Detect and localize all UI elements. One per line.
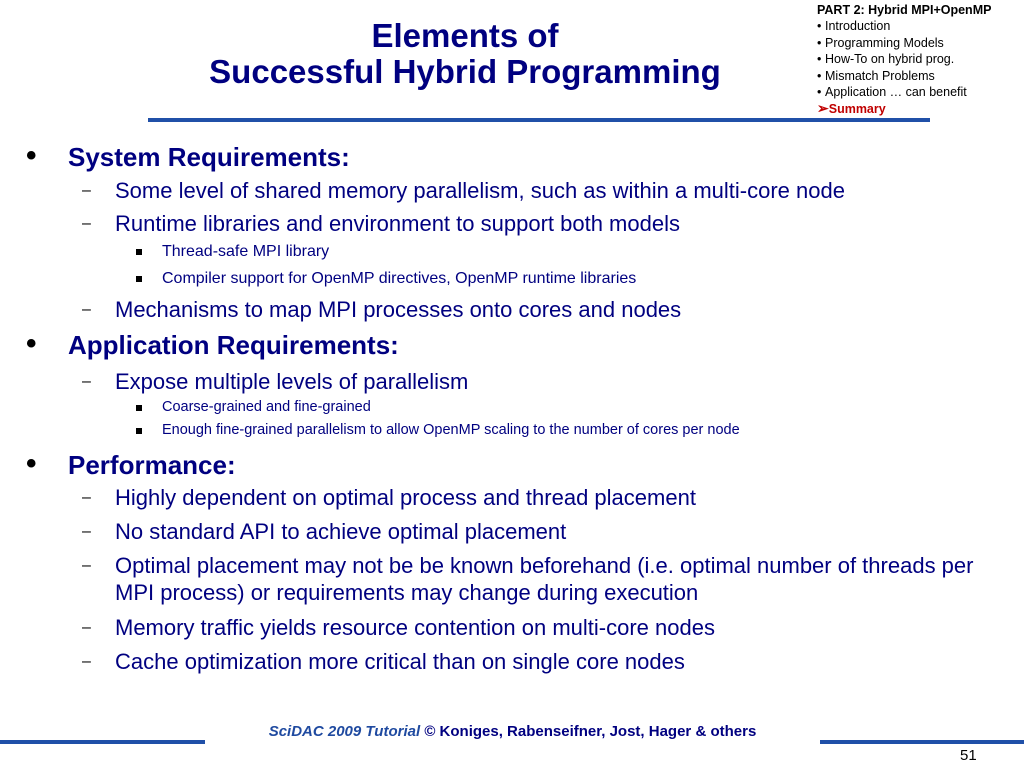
agenda-item bbox=[817, 84, 1022, 100]
bullet-icon: • bbox=[26, 139, 37, 172]
agenda-part-label: PART 2: Hybrid MPI+OpenMP bbox=[817, 3, 992, 17]
list-item bbox=[82, 518, 995, 545]
list-item bbox=[82, 614, 995, 641]
section-heading bbox=[26, 447, 236, 481]
bullet-icon: • bbox=[817, 19, 822, 34]
square-bullet-icon bbox=[136, 249, 142, 255]
dash-icon: – bbox=[82, 489, 91, 506]
list-item-text: Mechanisms to map MPI processes onto cores and nodes bbox=[115, 297, 682, 322]
sub-list-item-text: Thread-safe MPI library bbox=[162, 243, 330, 260]
sub-list-item bbox=[162, 422, 740, 438]
list-item bbox=[82, 177, 995, 204]
arrow-pointer-icon: ➢ bbox=[817, 100, 829, 117]
footer-brand: SciDAC 2009 Tutorial bbox=[268, 723, 421, 740]
list-item bbox=[82, 648, 995, 675]
sub-list-item bbox=[162, 270, 636, 288]
agenda-item-label: How-To on hybrid prog. bbox=[825, 52, 955, 67]
sub-list-item bbox=[162, 243, 329, 261]
section-heading bbox=[26, 327, 399, 361]
list-item-text: Optimal placement may not be be known beforehand (i.e. optimal number of threads per MPI process) or requirements may change during execution bbox=[115, 553, 974, 605]
bullet-icon: • bbox=[26, 447, 37, 480]
square-bullet-icon bbox=[136, 428, 142, 434]
list-item-text: No standard API to achieve optimal placement bbox=[115, 519, 567, 544]
square-bullet-icon bbox=[136, 405, 142, 411]
bullet-icon: • bbox=[817, 35, 822, 50]
agenda-item bbox=[817, 68, 1022, 84]
title-divider bbox=[148, 118, 930, 122]
agenda-item-current bbox=[817, 100, 1022, 117]
bullet-icon: • bbox=[817, 52, 822, 67]
section-heading bbox=[26, 139, 350, 173]
dash-icon: – bbox=[82, 619, 91, 636]
sub-list-item bbox=[162, 399, 371, 415]
footer-divider-right bbox=[820, 740, 1024, 744]
dash-icon: – bbox=[82, 215, 91, 232]
list-item bbox=[82, 552, 985, 606]
slide-title-line1: Elements of bbox=[371, 17, 559, 54]
agenda-item bbox=[817, 35, 1022, 51]
list-item bbox=[82, 296, 995, 323]
sub-list-item-text: Coarse-grained and fine-grained bbox=[162, 399, 371, 415]
bullet-icon: • bbox=[817, 85, 822, 100]
agenda-item-label: Introduction bbox=[825, 19, 891, 34]
sub-list-item-text: Compiler support for OpenMP directives, OpenMP runtime libraries bbox=[162, 270, 637, 287]
dash-icon: – bbox=[82, 557, 91, 574]
agenda-item-label: Application … can benefit bbox=[825, 85, 967, 100]
agenda-item bbox=[817, 51, 1022, 67]
agenda-item-current-label: Summary bbox=[828, 102, 886, 117]
section-heading-label: Performance: bbox=[68, 450, 236, 480]
dash-icon: – bbox=[82, 653, 91, 670]
list-item-text: Runtime libraries and environment to support both models bbox=[115, 211, 680, 236]
slide-title bbox=[150, 18, 780, 90]
bullet-icon: • bbox=[26, 327, 37, 360]
list-item bbox=[82, 484, 995, 511]
list-item-text: Expose multiple levels of parallelism bbox=[115, 369, 469, 394]
dash-icon: – bbox=[82, 373, 91, 390]
slide-title-line2: Successful Hybrid Programming bbox=[209, 53, 721, 90]
agenda-item bbox=[817, 18, 1022, 34]
list-item-text: Cache optimization more critical than on single core nodes bbox=[115, 649, 685, 674]
list-item bbox=[82, 210, 995, 237]
list-item-text: Memory traffic yields resource contention on multi-core nodes bbox=[115, 615, 715, 640]
footer-divider-left bbox=[0, 740, 205, 744]
slide-footer bbox=[205, 723, 820, 740]
bullet-icon: • bbox=[817, 68, 822, 83]
agenda-item-label: Programming Models bbox=[825, 35, 944, 50]
square-bullet-icon bbox=[136, 276, 142, 282]
footer-credits: © Koniges, Rabenseifner, Jost, Hager & others bbox=[424, 723, 757, 740]
page-number: 51 bbox=[960, 747, 977, 764]
agenda-nav bbox=[817, 2, 1022, 118]
section-heading-label: System Requirements: bbox=[68, 142, 350, 172]
dash-icon: – bbox=[82, 182, 91, 199]
sub-list-item-text: Enough fine-grained parallelism to allow OpenMP scaling to the number of cores per node bbox=[162, 422, 740, 438]
dash-icon: – bbox=[82, 301, 91, 318]
agenda-item-label: Mismatch Problems bbox=[825, 68, 935, 83]
list-item bbox=[82, 368, 995, 395]
list-item-text: Some level of shared memory parallelism, such as within a multi-core node bbox=[115, 178, 845, 203]
dash-icon: – bbox=[82, 523, 91, 540]
list-item-text: Highly dependent on optimal process and thread placement bbox=[115, 485, 696, 510]
section-heading-label: Application Requirements: bbox=[68, 330, 399, 360]
